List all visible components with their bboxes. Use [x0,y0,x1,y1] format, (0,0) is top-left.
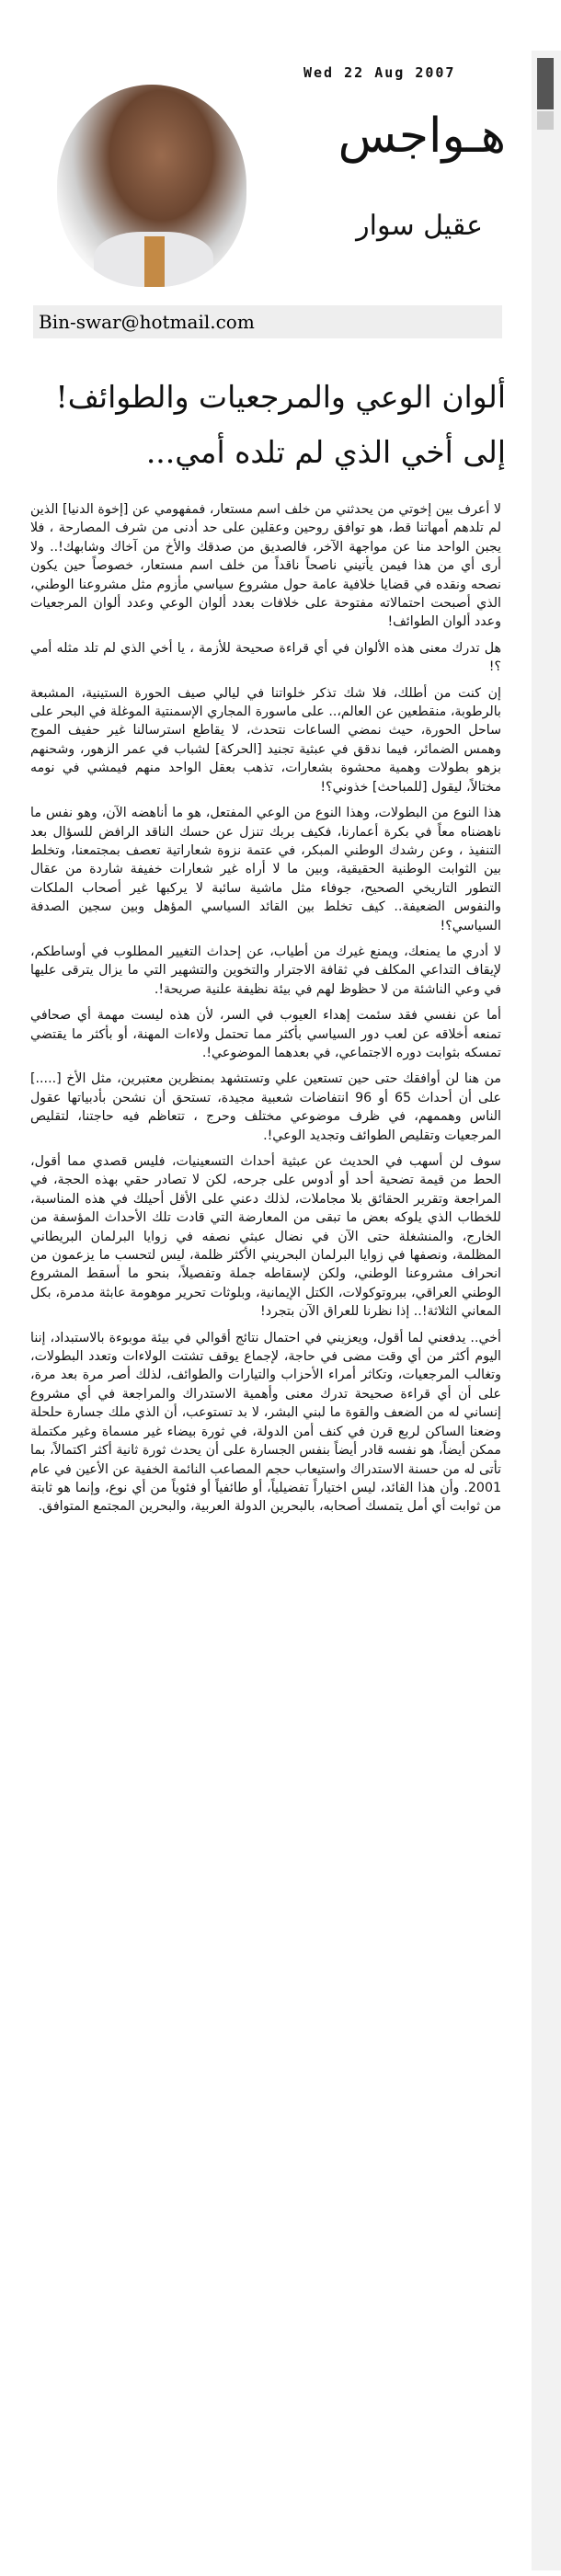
headline-line-2: إلى أخي الذي لم تلده أمي... [145,434,506,470]
paragraph: هل تدرك معنى هذه الألوان في أي قراءة صحيحة للأزمة ، يا أخي الذي لم تلد مثله أمي ؟! [30,640,501,675]
paragraph: إن كنت من أطلك، فلا شك تذكر خلواتنا في ليالي صيف الحورة الستينية، المشبعة بالرطوبة، منقطعين عن العالم،.. على ماسورة المجاري الإسمنتية الموغلة في البحر على ساحل الحورة، حيث نمضي الساعات نتحدث، لا يقاطع استرسالنا غير حفيف الموج وهمس الضمائر، فيما ندقق في عبثية تجنيد [الحركة] لشباب في عمر الزهور، وشحنهم بزهو بطولات وهمية محشوة بشعارات، تذهب بعقل الواحد منهم فيمشي في نومه مختالاً، ليقول [للمباحث] خذوني؟! [30,685,501,795]
email-bar [33,305,502,338]
paragraph: هذا النوع من البطولات، وهذا النوع من الوعي المفتعل، هو ما أناهضه الآن، وهو نفس ما ناهضناه معاً في بكرة أعمارنا، فكيف بربك تنزل عن حسك الناقد الرافض للسؤال بعد التنفيذ ، وعن رشدك الوطني المبكر، في عتمة نزوة شعاراتية تعصف بمجتمعنا، وتخلط بين الثوابت الوطنية الحقيقية، وبين ما لا أراه غير شعارات خفيفة شاردة من عقال التطور التاريخي الصحيح، جوفاء مثل ماشية سائبة لا يركبها غير أصحاب الملكات والنفوس الضعيفة.. كيف تخلط بين القائد السياسي المؤهل وبين سجين الصدفة السياسي؟! [30,806,501,933]
publication-date: Wed 22 Aug 2007 [303,64,456,81]
vertical-scrollbar[interactable] [532,51,561,2570]
paragraph: من هنا لن أوافقك حتى حين تستعين علي وتستشهد بمنظرين معتبرين، مثل الأخ [.....] على أن أحداث 65 أو 96 انتفاضات شعبية مجيدة، تستحق أن نشحن بأدبياتها عقول الناس وهممهم، في ظرف موضوعي مختلف وحرج ، تتعاظم فيه حاجتنا، لتقليص المرجعيات وتقليص الطوائف وتجديد الوعي!. [30,1071,501,1143]
paragraph: لا أدري ما يمنعك، ويمنع غيرك من أطياب، عن إحداث التغيير المطلوب في أوساطكم، لإيقاف التداعي المكلف في ثقافة الاجترار والتخوين والتشهير التي ما يزال يترقى عليها في وعي الناشئة من لا حظوظ لهم في بيئة نظيفة علنية صريحة!. [30,944,501,997]
author-name: عقيل سوار [356,210,483,242]
paragraph: لا أعرف بين إخوتي من يحدثني من خلف اسم مستعار، فمفهومي عن [إخوة الدنيا] الذين لم تلدهم أمهاتنا قط، هو توافق روحين وعقلين على حد أدنى من شرف المصارحة ، فلا يجبن الواحد منا عن مواجهة الآخر، فالصديق من صدقك والأخ من آخاك وشابهك!.. ولا أرى أي من هذا فيمن يأتيني ناصحاً ناقداً من خلف اسم مستعار، خصوصاً حين يكون نصحه ونقده في قضايا خلافية عامة حول مشروع سياسي مأزوم مثل مشروعنا الوطني، الذي أصبحت احتمالاته مفتوحة على خلافات بعدد ألوان الوعي وعدد ألوان المرجعيات وعدد ألوان الطوائف! [30,502,501,630]
paragraph: سوف لن أسهب في الحديث عن عبثية أحداث التسعينيات، فليس قصدي مما أقول، الحط من قيمة تضحية أحد أو أدوس على جرحه، لكن لا تصادر حقي بهذه الحجة، في المراجعة وتقرير الحقائق بلا مجاملات، لذلك دعني على الأقل أحيلك في هذه المناسبة، للخطاب الذي يلوكه بعض ما تبقى من المعارضة التي قادت تلك الأحداث المؤسفة من الخارج، والمنشغلة حتى الآن في نضال عبثي نصفه في زوايا البرلمان البريطاني المظلمة، ونصفها في زوايا البرلمان البحريني الأكثر ظلمة، ليس لتحسب ما يزعمون من انحراف مشروعنا الوطني، ولكن لإسقاطه جملة وتفصيلاً، بنحو ما أسقط المشروع الوطني العراقي، ببروتوكولات، الكتل الإيمانية، وبلوثات تحرير موهومة عابثة مدمرة، بكل المعاني الثلاثة!.. إذا نظرنا للعراق الآن بتجرد! [30,1154,501,1320]
scrollbar-thumb[interactable] [537,58,554,109]
article-body [30,500,501,1524]
article-headline [28,370,506,480]
author-email[interactable]: Bin-swar@hotmail.com [39,311,255,333]
column-title: هـواجس [338,109,506,164]
headline-line-1: ألوان الوعي والمرجعيات والطوائف! [55,379,506,415]
paragraph: أخي.. يدفعني لما أقول، ويعزيني في احتمال نتائج أقوالي في بيئة موبوءة بالاستبداد، إننا اليوم أكثر من أي وقت مضى في حاجة، لإجماع يوقف تشتت الولاءات وتعدد البطولات، وتغالب المرجعيات، وتكاثر أمراء الأحزاب والتيارات والطوائف، لذلك أصر مرة بعد مرة، على أن أي قراءة صحيحة تدرك معنى وأهمية الاستدراك والمراجعة في أي مشروع إنساني له من الضعف والقوة ما لبني البشر، لا بد تستوعب، أن الذي ملك جسارة حلحلة وضعنا الساكن لربع قرن في كنف أمن الدولة، في ثورة بيضاء غير مسماة وغير مكتملة ممكن أيضاً، هو نفسه قادر أيضاً بنفس الجسارة على أن يحدث ثورة ثانية أكثر اكتمالاً، بما تأتى له من حسنة الاستدراك واستيعاب حجم المصاعب النائمة الخفية عن الأعين في عام 2001. وأن هذا القائد، ليس اختياراً تفضيلياً، أو طائفياً أو فئوياً من أي نوع، وإنما هو ثابتة من ثوابت أي أمل يتمسك أصحابه، بالبحرين الدولة العربية، والبحرين المجتمع المتوافق. [30,1330,501,1515]
author-photo [57,85,246,287]
author-tie [144,236,165,287]
scrollbar-track-segment[interactable] [537,111,554,130]
paragraph: أما عن نفسي فقد سئمت إهداء العيوب في السر، لأن هذه ليست مهمة أي صحافي تمنعه أخلاقه عن لعب دور السياسي بأكثر مما تحتمل ولاءات المهنة، أو بأكثر ما يقتضي تمسكه بثوابت دوره الاجتماعي، في بعدهما الموضوعي!. [30,1008,501,1060]
